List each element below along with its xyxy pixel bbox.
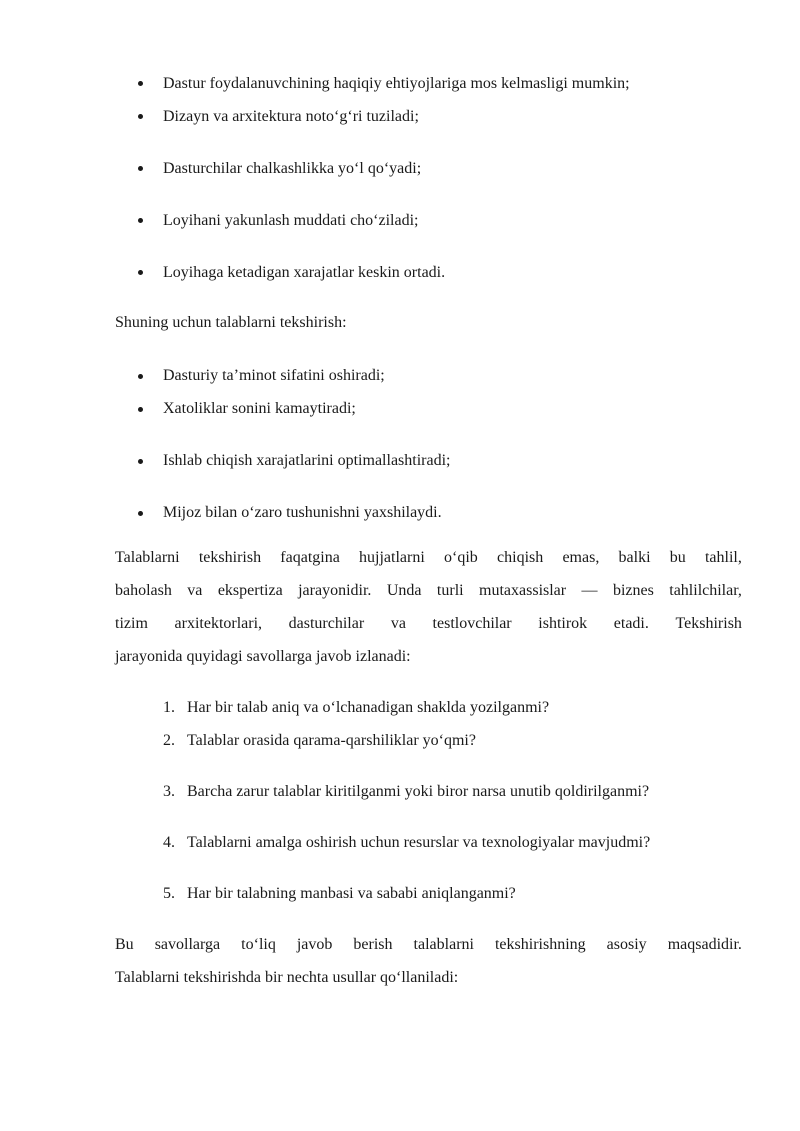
list-item: Loyihaga ketadigan xarajatlar keskin ortadi. [163,264,446,281]
list-item: Xatoliklar sonini kamaytiradi; [163,400,356,417]
word: tekshirish [198,549,262,566]
bullet-icon [138,81,143,86]
list-item: Loyihani yakunlash muddati cho‘ziladi; [163,212,419,229]
word: Bu [115,936,134,953]
bullet-icon [138,270,143,275]
list-item: Talablarni amalga oshirish uchun resurslar va texnologiyalar mavjudmi? [187,834,651,851]
word: ishtirok [538,615,588,632]
word: tizim [115,615,148,632]
list-item: Mijoz bilan o‘zaro tushunishni yaxshilaydi. [163,504,442,521]
word: emas, [562,549,600,566]
bullet-icon [138,218,143,223]
word: chiqish [497,549,544,566]
list-item: Talablar orasida qarama-qarshiliklar yo‘qmi? [187,732,476,749]
word: savollarga [154,936,221,953]
word: talablarni [413,936,474,953]
word: bu [669,549,686,566]
list-number: 1. [163,699,175,716]
paragraph-line: jarayonida quyidagi savollarga javob izlanadi: [115,648,411,665]
list-item: Dasturchilar chalkashlikka yo‘l qo‘yadi; [163,160,422,177]
word: — [581,582,598,599]
word: va [187,582,203,599]
word: faqatgina [280,549,340,566]
paragraph-line [115,574,742,607]
list-item: Ishlab chiqish xarajatlarini optimallashtiradi; [163,452,451,469]
list-number: 3. [163,783,175,800]
list-item: Dasturiy ta’minot sifatini oshiradi; [163,367,385,384]
word: jarayonidir. [298,582,372,599]
paragraph-line [115,928,742,961]
word: o‘qib [444,549,478,566]
bullet-icon [138,511,143,516]
word: testlovchilar [432,615,512,632]
word: etadi. [613,615,649,632]
word: javob [296,936,333,953]
list-item: Har bir talabning manbasi va sababi aniqlanganmi? [187,885,516,902]
word: va [390,615,406,632]
bullet-icon [138,459,143,464]
word: maqsadidir. [667,936,742,953]
paragraph-line [115,607,742,640]
paragraph-line [115,541,742,574]
word: mutaxassislar [479,582,567,599]
word: berish [353,936,393,953]
word: dasturchilar [288,615,365,632]
list-number: 5. [163,885,175,902]
word: biznes [612,582,654,599]
bullet-icon [138,407,143,412]
word: Unda [386,582,422,599]
intro-text: Shuning uchun talablarni tekshirish: [115,314,347,331]
paragraph-conclusion [115,928,742,994]
list-number: 4. [163,834,175,851]
list-item: Dizayn va arxitektura noto‘g‘ri tuziladi; [163,108,419,125]
bullet-icon [138,114,143,119]
word: turli [436,582,464,599]
word: Talablarni [115,549,180,566]
word: tahlilchilar, [669,582,742,599]
word: to‘liq [241,936,276,953]
word: tahlil, [704,549,742,566]
bullet-icon [138,166,143,171]
word: balki [618,549,651,566]
list-item: Har bir talab aniq va o‘lchanadigan shaklda yozilganmi? [187,699,550,716]
word: ekspertiza [217,582,283,599]
word: Tekshirish [675,615,742,632]
list-item: Dastur foydalanuvchining haqiqiy ehtiyojlariga mos kelmasligi mumkin; [163,75,630,92]
word: tekshirishning [494,936,586,953]
word: baholash [115,582,172,599]
bullet-icon [138,374,143,379]
list-item: Barcha zarur talablar kiritilganmi yoki biror narsa unutib qoldirilganmi? [187,783,650,800]
list-number: 2. [163,732,175,749]
paragraph-verification [115,541,742,673]
word: hujjatlarni [359,549,425,566]
word: asosiy [606,936,647,953]
paragraph-line: Talablarni tekshirishda bir nechta usullar qo‘llaniladi: [115,969,459,986]
word: arxitektorlari, [174,615,263,632]
